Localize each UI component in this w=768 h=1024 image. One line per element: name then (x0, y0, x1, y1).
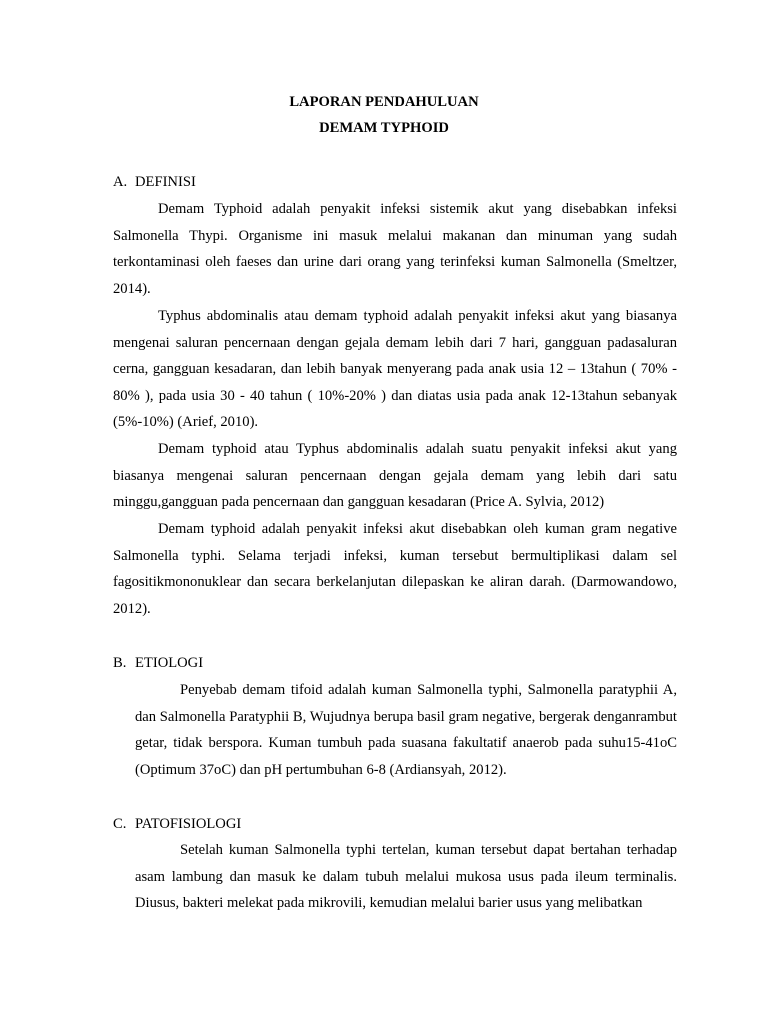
paragraph: Typhus abdominalis atau demam typhoid adalah penyakit infeksi akut yang biasanya mengenai saluran pencernaan dengan gejala demam lebih dari 7 hari, gangguan padasaluran cerna, gangguan kesadaran, dan lebih banyak menyerang pada anak usia 12 – 13tahun ( 70% - 80% ), pada usia 30 - 40 tahun ( 10%-20% ) dan diatas usia pada anak 12-13tahun sebanyak (5%-10%) (Arief, 2010). (113, 308, 677, 431)
section-heading-etiologi (113, 653, 673, 673)
document-title: LAPORAN PENDAHULUAN (289, 94, 479, 110)
section-number: B. (113, 655, 127, 671)
section-title: PATOFISIOLOGI (135, 816, 242, 832)
section-heading-patofisiologi (113, 814, 673, 834)
paragraph: Setelah kuman Salmonella typhi tertelan, kuman tersebut dapat bertahan terhadap asam lambung dan masuk ke dalam tubuh melalui mukosa usus pada ileum terminalis. Diusus, bakteri melekat pada mikrovili, kemudian melalui barier usus yang melibatkan (135, 842, 677, 912)
paragraph: Demam typhoid adalah penyakit infeksi akut disebabkan oleh kuman gram negative Salmonella typhi. Selama terjadi infeksi, kuman tersebut bermultiplikasi dalam sel fagositikmononuklear dan secara berkelanjutan dilepaskan ke aliran darah. (Darmowandowo, 2012). (113, 521, 677, 617)
paragraph: Demam typhoid atau Typhus abdominalis adalah suatu penyakit infeksi akut yang biasanya mengenai saluran pencernaan dengan gejala demam yang lebih dari satu minggu,gangguan pada pencernaan dan gangguan kesadaran (Price A. Sylvia, 2012) (113, 441, 677, 511)
section-number: A. (113, 174, 128, 190)
section-title: DEFINISI (135, 174, 196, 190)
paragraph: Demam Typhoid adalah penyakit infeksi sistemik akut yang disebabkan infeksi Salmonella Thypi. Organisme ini masuk melalui makanan dan minuman yang sudah terkontaminasi oleh faeses dan urine dari orang yang terinfeksi kuman Salmonella (Smeltzer, 2014). (113, 201, 677, 297)
document-subtitle: DEMAM TYPHOID (319, 120, 449, 136)
section-heading-definisi (113, 172, 673, 192)
section-title: ETIOLOGI (135, 655, 204, 671)
section-number: C. (113, 816, 127, 832)
paragraph: Penyebab demam tifoid adalah kuman Salmonella typhi, Salmonella paratyphii A, dan Salmonella Paratyphii B, Wujudnya berupa basil gram negative, bergerak denganrambut getar, tidak berspora. Kuman tumbuh pada suasana fakultatif anaerob pada suhu15-41oC (Optimum 37oC) dan pH pertumbuhan 6-8 (Ardiansyah, 2012). (135, 682, 677, 778)
